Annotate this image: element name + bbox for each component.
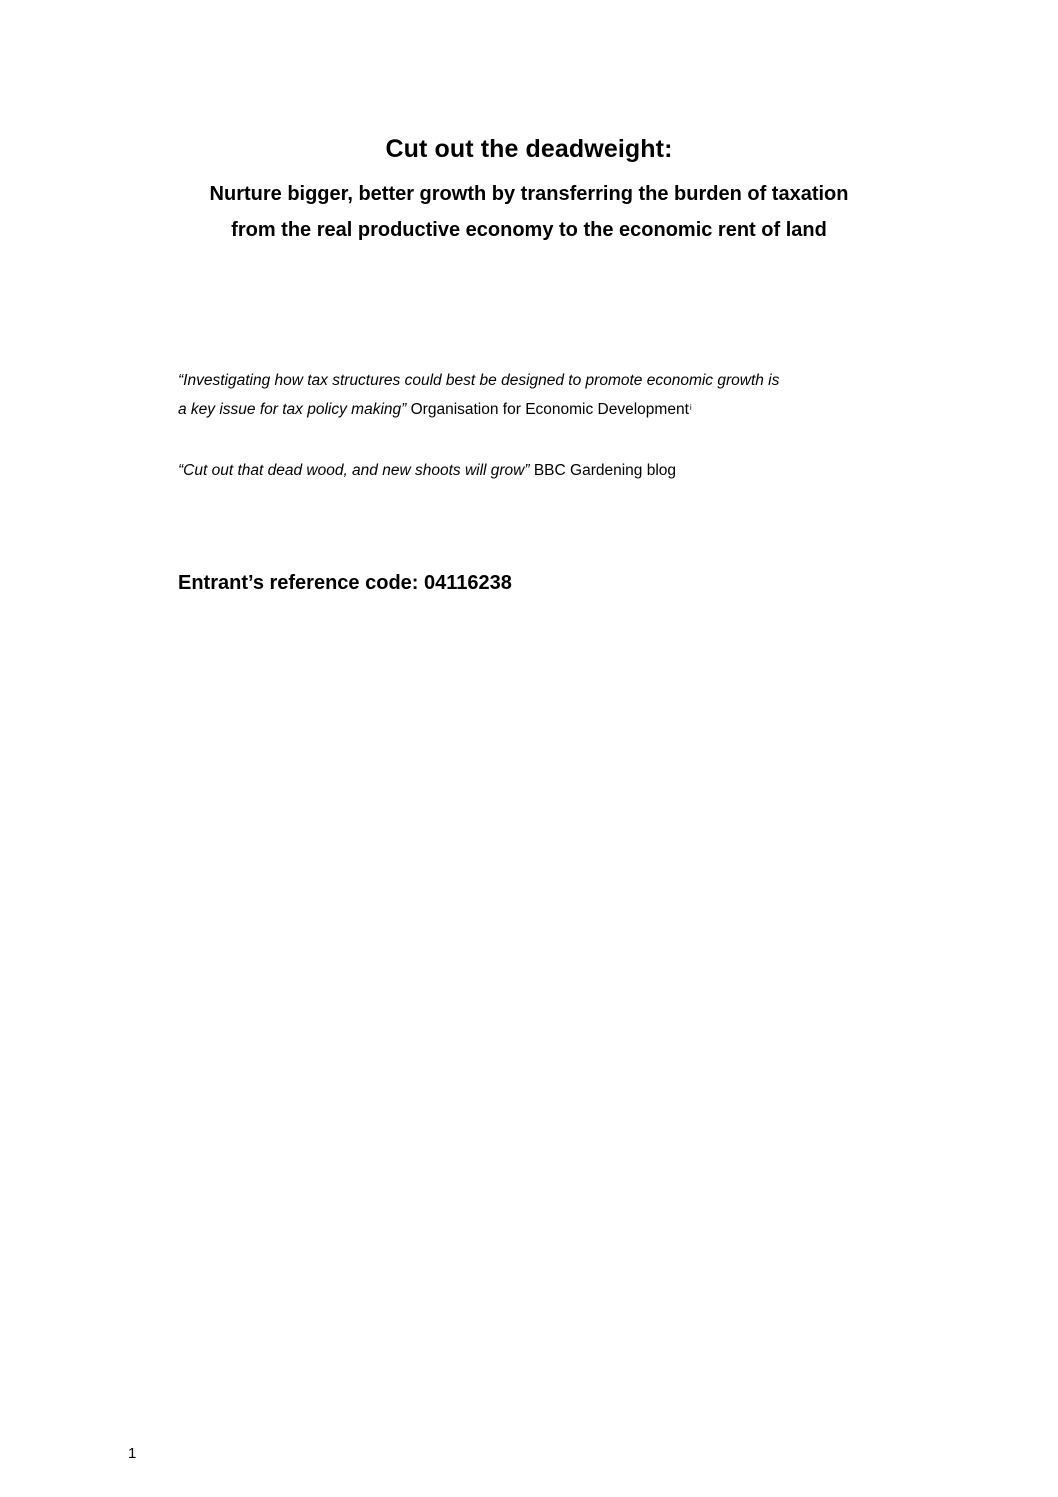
document-title: Cut out the deadweight: bbox=[385, 135, 673, 163]
quote-source: BBC Gardening blog bbox=[533, 462, 677, 479]
entrant-reference-code: Entrant’s reference code: 04116238 bbox=[178, 572, 512, 594]
document-subtitle bbox=[0, 176, 1058, 248]
footnote-marker[interactable]: i bbox=[689, 403, 692, 412]
subtitle-line: Nurture bigger, better growth by transferring the burden of taxation bbox=[209, 183, 849, 205]
subtitle-line: from the real productive economy to the economic rent of land bbox=[231, 219, 827, 241]
quote-text: “Cut out that dead wood, and new shoots will grow” bbox=[178, 462, 530, 479]
epigraph-quote-bbc bbox=[178, 456, 898, 485]
quote-text: “Investigating how tax structures could best be designed to promote economic growth is bbox=[178, 372, 780, 389]
quote-source: Organisation for Economic Development bbox=[410, 401, 689, 418]
page-number: 1 bbox=[128, 1445, 137, 1462]
epigraph-quote-oecd bbox=[178, 366, 898, 424]
quote-text: a key issue for tax policy making” bbox=[178, 401, 407, 418]
